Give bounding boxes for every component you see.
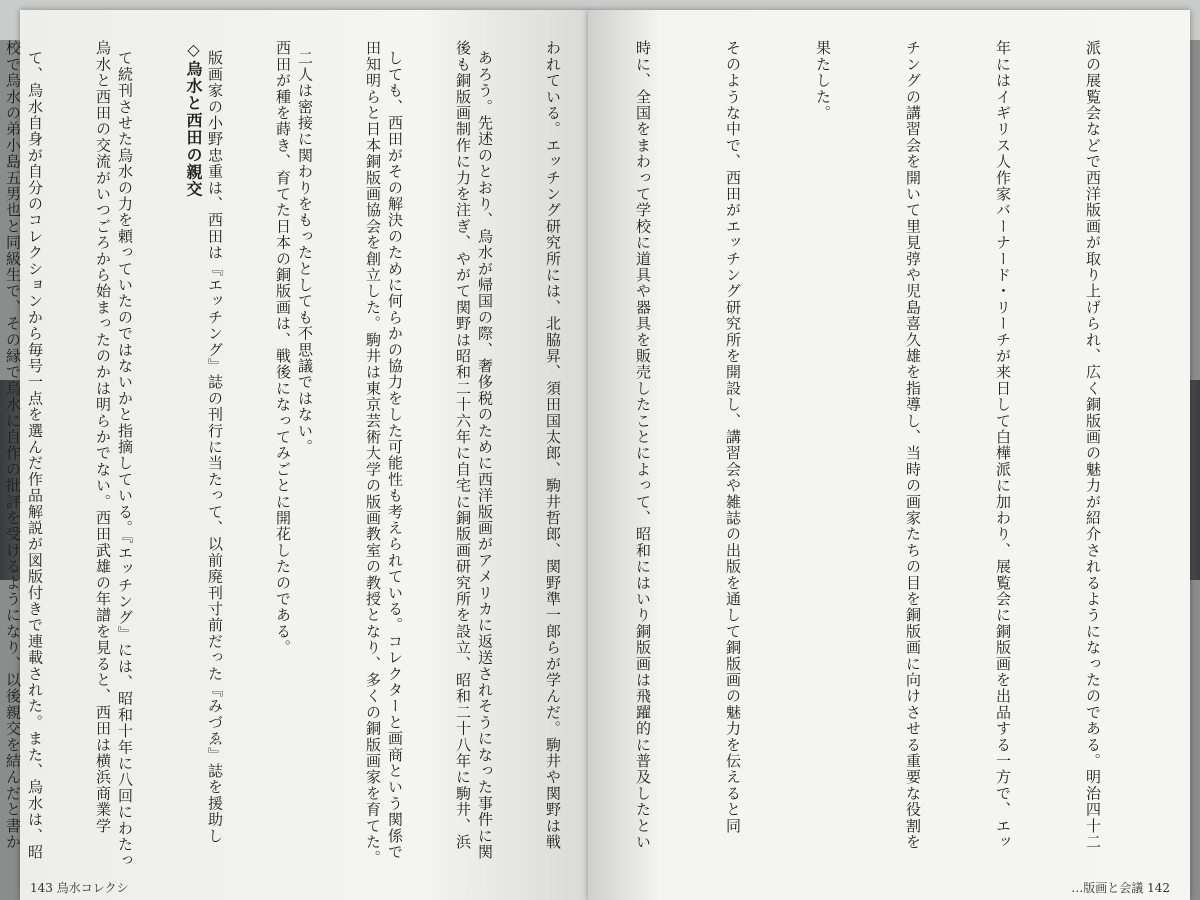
page-number: 142: [1147, 881, 1170, 895]
section-heading: ◇烏水と西田の親交: [184, 40, 203, 198]
text-line: て続刊させた烏水の力を頼っていたのではないかと指摘している。『エッチング』には、昭和十年に八回にわたっ: [116, 50, 134, 869]
running-head: 烏水コレクシ: [56, 881, 129, 895]
right-page-footer: [1071, 879, 1170, 896]
text-line: 田知明らと日本銅版画協会を創立した。駒井は東京芸術大学の版画教室の教授となり、多くの銅版画家を育てた。: [364, 40, 382, 867]
text-line: 派の展覧会などで西洋版画が取り上げられ、広く銅版画の魅力が紹介されるようになったのである。明治四十二: [1084, 40, 1102, 850]
text-line: チングの講習会を開いて里見弴や児島喜久雄を指導し、当時の画家たちの目を銅版画に向けさせる重要な役割を: [904, 40, 922, 850]
text-line: われている。エッチング研究所には、北脇昇、須田国太郎、駒井哲郎、関野準一郎らが学んだ。駒井や関野は戦: [544, 40, 562, 850]
text-line: て、烏水自身が自分のコレクションから毎号一点を選んだ作品解説が図版付きで連載された。また、烏水は、昭: [26, 50, 44, 860]
text-line: 果たした。: [814, 40, 832, 121]
text-line: 年にはイギリス人作家バーナード・リーチが来日して白樺派に加わり、展覧会に銅版画を出品する一方で、エッ: [994, 40, 1012, 850]
text-line: 後も銅版画制作に力を注ぎ、やがて関野は昭和二十六年に自宅に銅版画研究所を設立、昭和二十八年に駒井、浜: [454, 40, 472, 850]
open-book: [4, 10, 1190, 900]
left-page-footer: [30, 879, 129, 896]
running-head: …版画と会議: [1071, 881, 1144, 895]
text-line: 版画家の小野忠重は、西田は『エッチング』誌の刊行に当たって、以前廃刊寸前だった『みづゑ』誌を援助し: [206, 50, 224, 844]
page-number: 143: [30, 881, 53, 895]
text-line: 烏水と西田の交流がいつごろから始まったのかは明らかでない。西田武雄の年譜を見ると、西田は横浜商業学: [94, 40, 112, 834]
text-line: 校で烏水の弟小島五男也と同級生で、その縁で烏水に自作の批評を受けるようになり、以後親交を結んだと書か: [4, 40, 22, 850]
text-line: そのような中で、西田がエッチング研究所を開設し、講習会や雑誌の出版を通して銅版画の魅力を伝えると同: [724, 40, 742, 834]
text-line: 西田が種を蒔き、育てた日本の銅版画は、戦後になってみごとに開花したのである。: [274, 40, 292, 656]
text-line: 二人は密接に関わりをもったとしても不思議ではない。: [296, 50, 314, 455]
text-line: しても、西田がその解決のために何らかの協力をした可能性も考えられている。コレクターと画商という関係で: [386, 50, 404, 860]
text-line: あろう。先述のとおり、烏水が帰国の際、奢侈税のために西洋版画がアメリカに返送されそうになった事件に関: [476, 50, 494, 860]
text-line: 時に、全国をまわって学校に道具や器具を販売したことによって、昭和にはいり銅版画は飛躍的に普及したとい: [634, 40, 652, 850]
